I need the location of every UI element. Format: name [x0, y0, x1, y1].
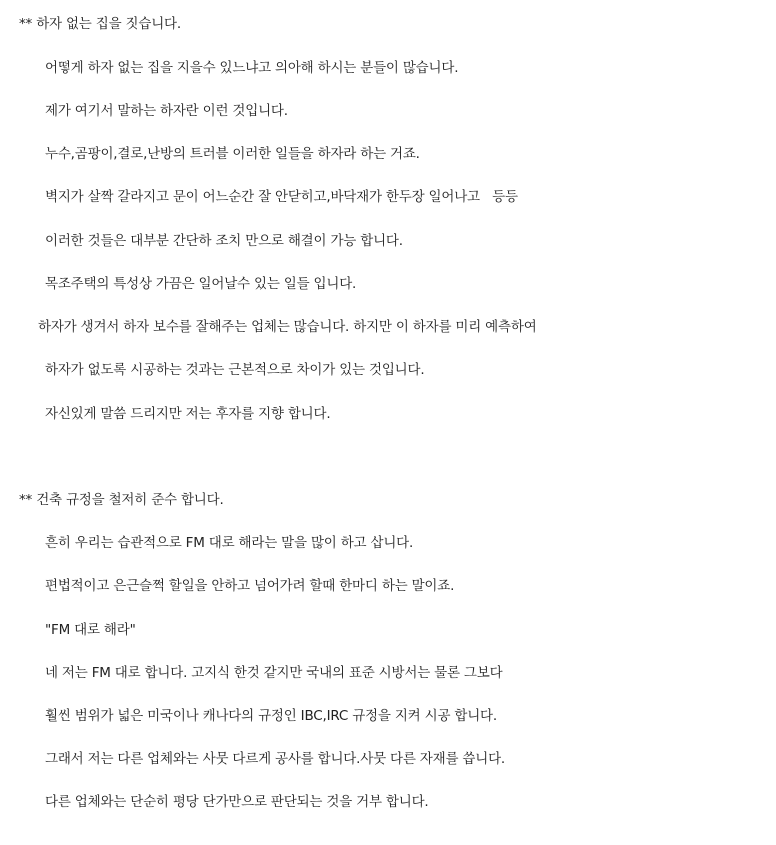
section1-line: 자신있게 말씀 드리지만 저는 후자를 지향 합니다.: [45, 406, 331, 422]
section2-line: 그래서 저는 다른 업체와는 사뭇 다르게 공사를 합니다.사뭇 다른 자재를 씁니다.: [45, 751, 506, 767]
section1-line: 벽지가 살짝 갈라지고 문이 어느순간 잘 안닫히고,바닥재가 한두장 일어나고 등등: [45, 189, 518, 205]
section2-line: "FM 대로 해라": [45, 622, 136, 638]
section1-line: 어떻게 하자 없는 집을 지을수 있느냐고 의아해 하시는 분들이 많습니다.: [45, 60, 459, 76]
section2-line: 편법적이고 은근슬쩍 할일을 안하고 넘어가려 할때 한마디 하는 말이죠.: [45, 578, 455, 594]
section1-line: 누수,곰팡이,결로,난방의 트러블 이러한 일들을 하자라 하는 거죠.: [45, 146, 420, 162]
section2-line: 네 저는 FM 대로 합니다. 고지식 한것 같지만 국내의 표준 시방서는 물론 그보다: [45, 665, 503, 681]
section1-line: 제가 여기서 말하는 하자란 이런 것입니다.: [45, 103, 288, 119]
section1-line: 하자가 없도록 시공하는 것과는 근본적으로 차이가 있는 것입니다.: [45, 362, 425, 378]
section1-line: 하자가 생겨서 하자 보수를 잘해주는 업체는 많습니다. 하지만 이 하자를 미리 예측하여: [38, 319, 537, 335]
section1-line: 목조주택의 특성상 가끔은 일어날수 있는 일들 입니다.: [45, 276, 357, 292]
section2-heading: ** 건축 규정을 철저히 준수 합니다.: [19, 492, 224, 508]
section1-heading: ** 하자 없는 집을 짓습니다.: [19, 16, 181, 32]
section1-line: 이러한 것들은 대부분 간단하 조치 만으로 해결이 가능 합니다.: [45, 233, 403, 249]
section2-line: 훨씬 범위가 넓은 미국이나 캐나다의 규정인 IBC,IRC 규정을 지켜 시공 합니다.: [45, 708, 497, 724]
section2-line: 흔히 우리는 습관적으로 FM 대로 해라는 말을 많이 하고 삽니다.: [45, 535, 414, 551]
section2-line: 다른 업체와는 단순히 평당 단가만으로 판단되는 것을 거부 합니다.: [45, 794, 429, 810]
